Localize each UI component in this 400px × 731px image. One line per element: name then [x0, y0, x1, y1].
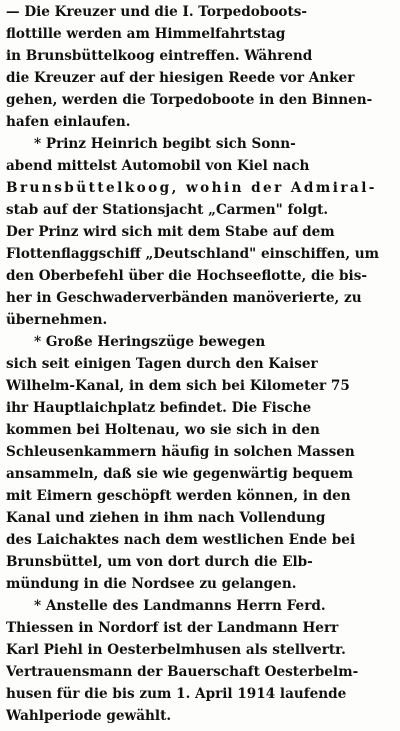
text-line	[0, 594, 400, 618]
line-text: des Laichaktes nach dem westlichen Ende bei	[6, 532, 356, 548]
line-text: Vertrauensmann der Bauerschaft Oesterbelm-	[6, 664, 359, 680]
line-text: mit Eimern geschöpft werden können, in den	[6, 488, 351, 504]
line-text: Schleusenkammern häufig in solchen Massen	[6, 444, 355, 460]
text-line	[0, 638, 400, 662]
line-text: übernehmen.	[6, 312, 108, 328]
text-line	[0, 396, 400, 420]
text-line	[0, 616, 400, 640]
text-line	[0, 242, 400, 266]
line-text: Brunsbüttel, um von dort durch die Elb-	[6, 554, 313, 570]
text-line	[0, 22, 400, 46]
text-line	[0, 440, 400, 464]
line-text: ansammeln, daß sie wie gegenwärtig bequem	[6, 466, 354, 482]
text-line	[0, 572, 400, 596]
line-text: gehen, werden die Torpedoboote in den Binnen-	[6, 92, 373, 108]
text-line	[0, 176, 400, 200]
line-text: sich seit einigen Tagen durch den Kaiser	[6, 356, 318, 372]
text-line	[0, 44, 400, 68]
line-text: die Kreuzer auf der hiesigen Reede vor Anker	[6, 70, 355, 86]
line-text: abend mittelst Automobil von Kiel nach	[6, 158, 310, 174]
line-text: * Anstelle des Landmanns Herrn Ferd.	[34, 598, 326, 614]
line-text: Wilhelm-Kanal, in dem sich bei Kilometer 75	[6, 378, 350, 394]
line-text: Thiessen in Nordorf ist der Landmann Herr	[6, 620, 339, 636]
text-line	[0, 220, 400, 244]
line-text: her in Geschwaderverbänden manöverierte, zu	[6, 290, 362, 306]
text-line	[0, 0, 400, 24]
text-line	[0, 660, 400, 684]
text-line	[0, 88, 400, 112]
line-text: kommen bei Holtenau, wo sie sich in den	[6, 422, 320, 438]
line-text: flottille werden am Himmelfahrtstag	[6, 26, 286, 42]
text-line	[0, 132, 400, 156]
line-text: stab auf der Stationsjacht „Carmen" folgt.	[6, 202, 329, 218]
text-line	[0, 352, 400, 376]
text-line	[0, 462, 400, 486]
text-line	[0, 264, 400, 288]
line-text: mündung in die Nordsee zu gelangen.	[6, 576, 297, 592]
text-line	[0, 704, 400, 728]
text-line	[0, 528, 400, 552]
text-line	[0, 484, 400, 508]
line-text: * Prinz Heinrich begibt sich Sonn-	[34, 136, 296, 152]
line-text: — Die Kreuzer und die I. Torpedoboots-	[6, 4, 308, 20]
line-text: hafen einlaufen.	[6, 114, 131, 130]
line-text: Karl Piehl in Oesterbelmhusen als stellvertr.	[6, 642, 346, 658]
line-text: ihr Hauptlaichplatz befindet. Die Fische	[6, 400, 312, 416]
line-text: Brunsbüttelkoog, wohin der Admiral-	[6, 180, 377, 196]
line-text: Der Prinz wird sich mit dem Stabe auf dem	[6, 224, 335, 240]
text-line	[0, 198, 400, 222]
line-text: in Brunsbüttelkoog eintreffen. Während	[6, 48, 313, 64]
line-text: Wahlperiode gewählt.	[6, 708, 172, 724]
text-line	[0, 286, 400, 310]
text-line	[0, 330, 400, 354]
text-line	[0, 66, 400, 90]
line-text: den Oberbefehl über die Hochseeflotte, die bis-	[6, 268, 367, 284]
line-text: Kanal und ziehen in ihm nach Vollendung	[6, 510, 326, 526]
text-line	[0, 308, 400, 332]
text-line	[0, 110, 400, 134]
text-line	[0, 506, 400, 530]
line-text: husen für die bis zum 1. April 1914 laufende	[6, 686, 347, 702]
text-line	[0, 154, 400, 178]
text-line	[0, 418, 400, 442]
text-line	[0, 550, 400, 574]
text-line	[0, 374, 400, 398]
line-text: Flottenflaggschiff „Deutschland" einschiffen, um	[6, 246, 380, 262]
line-text: * Große Heringszüge bewegen	[34, 334, 266, 350]
text-line	[0, 682, 400, 706]
